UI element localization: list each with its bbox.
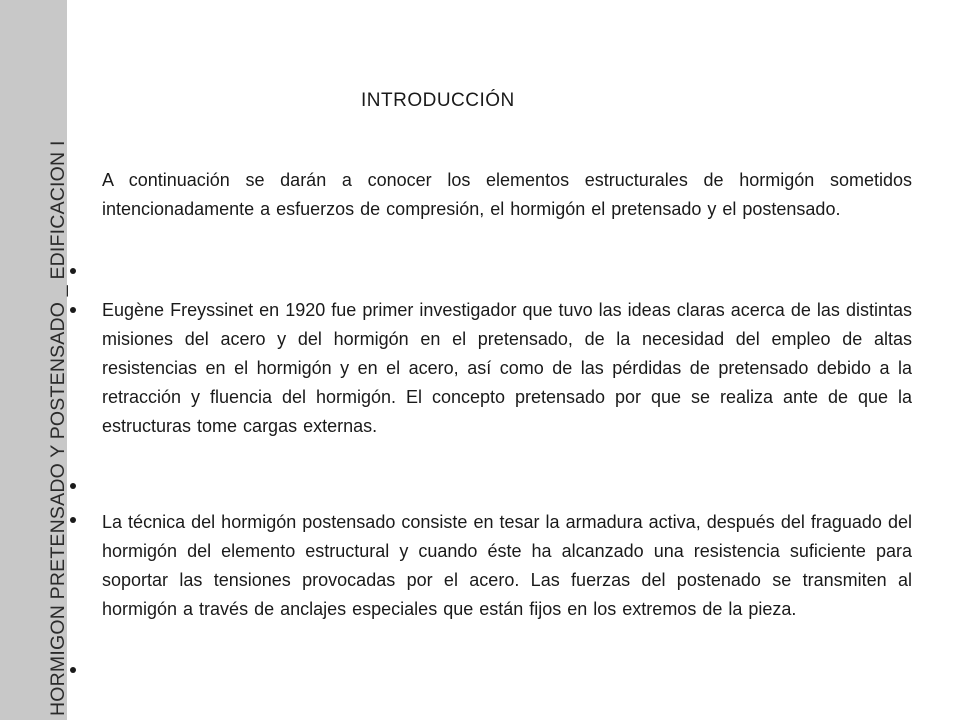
sidebar-vertical-title: HORMIGON PRETENSADO Y POSTENSADO _ EDIFICACION I xyxy=(47,140,69,716)
bullet-dot-icon xyxy=(70,268,76,274)
sidebar-band xyxy=(0,0,67,720)
bullet-5 xyxy=(70,667,78,675)
bullet-1 xyxy=(70,268,78,276)
paragraph-freyssinet: Eugène Freyssinet en 1920 fue primer investigador que tuvo las ideas claras acerca de las distintas misiones del acero y del hormigón en el pretensado, de la necesidad del empleo de altas resistencias en el hormigón y en el acero, así como de las pérdidas de pretensado debido a la retracción y fluencia del hormigón. El concepto pretensado por que se realiza ante de que la estructuras tome cargas externas. xyxy=(102,300,912,436)
paragraph-intro: A continuación se darán a conocer los elementos estructurales de hormigón sometidos intencionadamente a esfuerzos de compresión, el hormigón el pretensado y el postensado. xyxy=(102,170,912,219)
bullet-dot-icon xyxy=(70,667,76,673)
bullet-2 xyxy=(70,307,78,315)
bullet-dot-icon xyxy=(70,307,76,313)
paragraph-postensado: La técnica del hormigón postensado consiste en tesar la armadura activa, después del fraguado del hormigón del elemento estructural y cuando éste ha alcanzado una resistencia suficiente para soportar las tensiones provocadas por el acero. Las fuerzas del postenado se transmiten al hormigón a través de anclajes especiales que están fijos en los extremos de la pieza. xyxy=(102,512,912,619)
bullet-4 xyxy=(70,517,78,525)
bullet-dot-icon xyxy=(70,483,76,489)
bullet-3 xyxy=(70,483,78,491)
page-title: INTRODUCCIÓN xyxy=(361,90,515,111)
bullet-dot-icon xyxy=(70,517,76,523)
